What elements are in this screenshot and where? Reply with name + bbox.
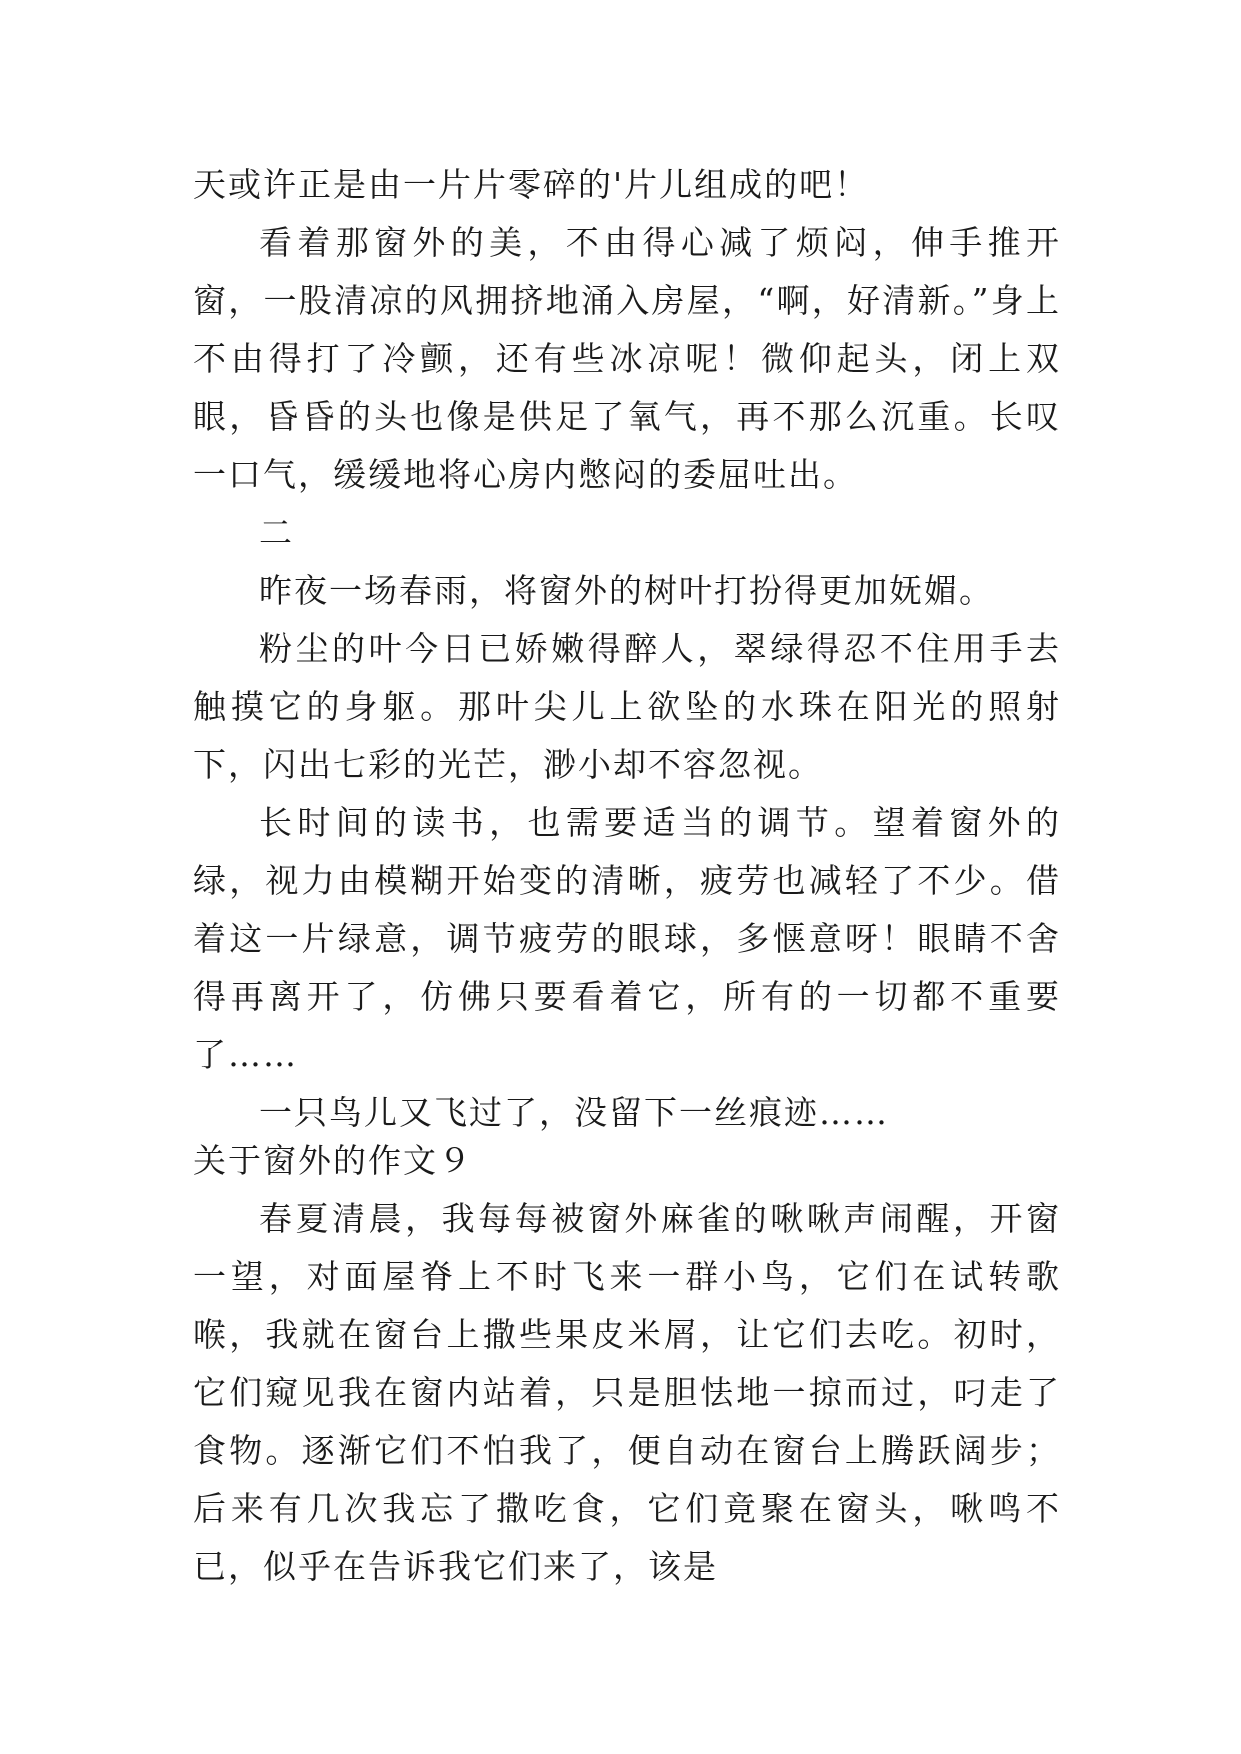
paragraph: 一只鸟儿又飞过了，没留下一丝痕迹…… bbox=[259, 1093, 889, 1132]
continuation-line: 天或许正是由一片片零碎的'片儿组成的吧！ bbox=[193, 165, 870, 204]
section-number: 二 bbox=[259, 513, 294, 552]
paragraph: 长时间的读书，也需要适当的调节。望着窗外的绿，视力由模糊开始变的清晰，疲劳也减轻了不少。借着这一片绿意，调节疲劳的眼球，多惬意呀！眼睛不舍得再离开了，仿佛只要看着它，所有的一切都不重要了…… bbox=[193, 803, 1061, 1074]
section-b bbox=[193, 1132, 1061, 1596]
paragraph: 昨夜一场春雨，将窗外的树叶打扮得更加妩媚。 bbox=[259, 571, 994, 610]
essay-heading: 关于窗外的作文９ bbox=[193, 1141, 473, 1180]
paragraph: 看着那窗外的美，不由得心减了烦闷，伸手推开窗，一股清凉的风拥挤地涌入房屋，“啊，好清新。”身上不由得打了冷颤，还有些冰凉呢！微仰起头，闭上双眼，昏昏的头也像是供足了氧气，再不那么沉重。长叹一口气，缓缓地将心房内憋闷的委屈吐出。 bbox=[193, 223, 1061, 494]
paragraph: 春夏清晨，我每每被窗外麻雀的啾啾声闹醒，开窗一望，对面屋脊上不时飞来一群小鸟，它们在试转歌喉，我就在窗台上撒些果皮米屑，让它们去吃。初时，它们窥见我在窗内站着，只是胆怯地一掠而过，叼走了食物。逐渐它们不怕我了，便自动在窗台上腾跃阔步；后来有几次我忘了撒吃食，它们竟聚在窗头，啾鸣不已，似乎在告诉我它们来了，该是 bbox=[193, 1199, 1061, 1586]
paragraph: 粉尘的叶今日已娇嫩得醉人，翠绿得忍不住用手去触摸它的身躯。那叶尖儿上欲坠的水珠在阳光的照射下，闪出七彩的光芒，渺小却不容忽视。 bbox=[193, 629, 1061, 784]
section-a bbox=[193, 156, 1061, 1142]
